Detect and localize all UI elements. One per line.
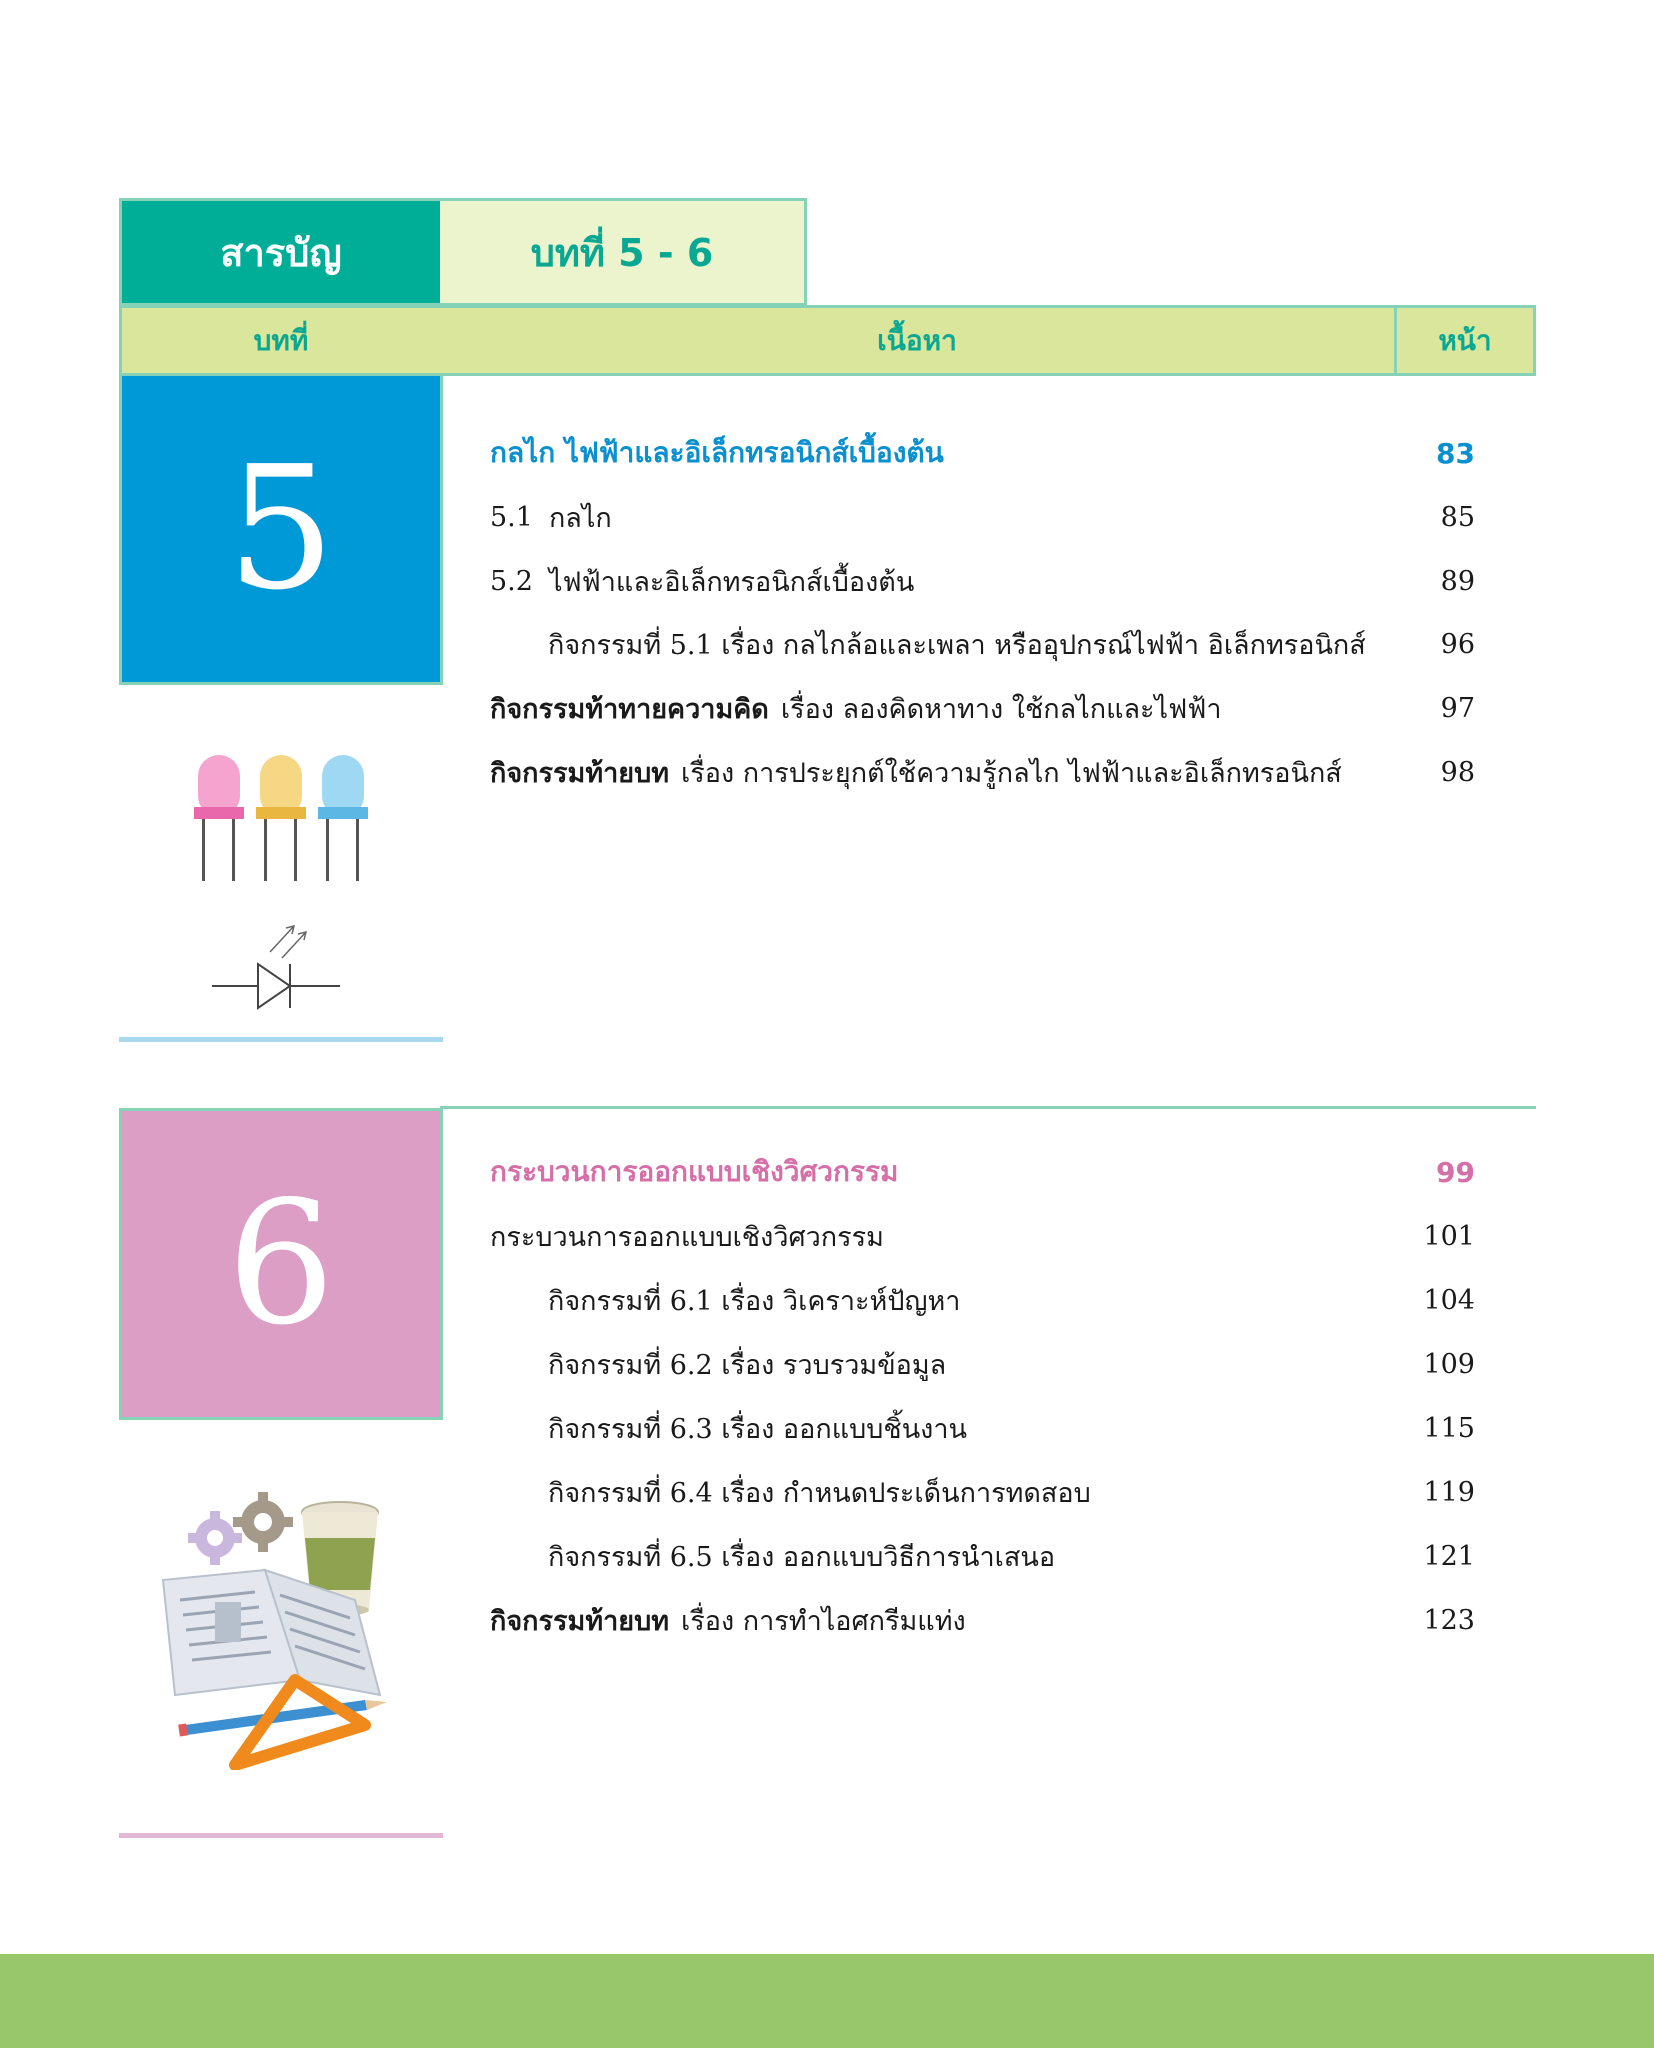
activity-type-label: กิจกรรมท้าทายความคิด (490, 693, 769, 725)
chapter-6-top-rule (440, 1106, 1536, 1109)
toc-row-challenge-activity[interactable] (490, 683, 1475, 733)
section-number: 5.1 (490, 501, 533, 533)
led-yellow-icon (256, 755, 306, 881)
chapter-6-number-box: 6 (119, 1108, 443, 1420)
page-number: 121 (1423, 1540, 1475, 1572)
section-label: กิจกรรมที่ 5.1 เรื่อง กลไกล้อและเพลา หรืออุปกรณ์ไฟฟ้า อิเล็กทรอนิกส์ (548, 629, 1366, 661)
section-label: เรื่อง การประยุกต์ใช้ความรู้กลไก ไฟฟ้าและอิเล็กทรอนิกส์ (681, 757, 1342, 789)
toc-row-6-intro[interactable] (490, 1211, 1475, 1261)
section-label: กิจกรรมที่ 6.5 เรื่อง ออกแบบวิธีการนำเสนอ (548, 1541, 1056, 1573)
section-label: กลไก (548, 502, 612, 534)
section-label: กิจกรรมที่ 6.2 เรื่อง รวบรวมข้อมูล (548, 1349, 947, 1381)
led-symbol-icon (210, 912, 345, 1012)
toc-title-tab: สารบัญ (119, 198, 443, 306)
section-label: ไฟฟ้าและอิเล็กทรอนิกส์เบื้องต้น (548, 566, 915, 598)
chapter-5-heading-title: กลไก ไฟฟ้าและอิเล็กทรอนิกส์เบื้องต้น (490, 436, 944, 469)
toc-row-5-1[interactable] (490, 492, 1475, 542)
page-number: 101 (1423, 1220, 1475, 1252)
chapter-6-heading-title: กระบวนการออกแบบเชิงวิศวกรรม (490, 1155, 899, 1188)
page-number: 119 (1423, 1476, 1475, 1508)
chapter-6-separator (119, 1833, 443, 1838)
toc-row-5-2[interactable] (490, 556, 1475, 606)
page-number: 96 (1440, 628, 1475, 660)
chapter-5-number-box: 5 (119, 373, 443, 685)
footer-band (0, 1954, 1654, 2048)
toc-row-activity-6-3[interactable] (490, 1403, 1475, 1453)
chapter-6-heading-page: 99 (1436, 1155, 1475, 1189)
toc-row-end-of-chapter-6[interactable] (490, 1595, 1475, 1645)
chapter-5-heading[interactable] (490, 428, 1475, 478)
column-header-content: เนื้อหา (440, 305, 1397, 376)
page-number: 97 (1440, 692, 1475, 724)
activity-type-label: กิจกรรมท้ายบท (490, 1605, 670, 1637)
led-blue-icon (318, 755, 368, 881)
section-label: กระบวนการออกแบบเชิงวิศวกรรม (490, 1221, 884, 1253)
toc-row-activity-6-5[interactable] (490, 1531, 1475, 1581)
page-number: 115 (1423, 1412, 1475, 1444)
section-label: เรื่อง ลองคิดหาทาง ใช้กลไกและไฟฟ้า (780, 693, 1222, 725)
toc-row-activity-6-1[interactable] (490, 1275, 1475, 1325)
toc-row-activity-6-4[interactable] (490, 1467, 1475, 1517)
toc-row-activity-5-1[interactable] (490, 619, 1475, 669)
engineering-design-illustration (155, 1490, 395, 1770)
led-pink-icon (194, 755, 244, 881)
page-number: 109 (1423, 1348, 1475, 1380)
chapter-range-tab: บทที่ 5 - 6 (440, 198, 807, 306)
section-label: กิจกรรมที่ 6.1 เรื่อง วิเคราะห์ปัญหา (548, 1285, 961, 1317)
column-header-page: หน้า (1394, 305, 1536, 376)
chapter-5-heading-page: 83 (1436, 436, 1475, 470)
page-number: 123 (1423, 1604, 1475, 1636)
chapter-6-heading[interactable] (490, 1147, 1475, 1197)
section-label: เรื่อง การทำไอศกรีมแท่ง (681, 1605, 966, 1637)
activity-type-label: กิจกรรมท้ายบท (490, 757, 670, 789)
chapter-5-separator (119, 1037, 443, 1042)
column-header-chapter: บทที่ (119, 305, 443, 376)
section-label: กิจกรรมที่ 6.4 เรื่อง กำหนดประเด็นการทดสอบ (548, 1477, 1091, 1509)
led-illustration (180, 745, 390, 895)
toc-row-activity-6-2[interactable] (490, 1339, 1475, 1389)
page-number: 98 (1440, 756, 1475, 788)
toc-row-end-of-chapter-5[interactable] (490, 747, 1475, 797)
section-label: กิจกรรมที่ 6.3 เรื่อง ออกแบบชิ้นงาน (548, 1413, 967, 1445)
page-number: 89 (1440, 565, 1475, 597)
page-number: 85 (1440, 501, 1475, 533)
section-number: 5.2 (490, 565, 533, 597)
page-number: 104 (1423, 1284, 1475, 1316)
